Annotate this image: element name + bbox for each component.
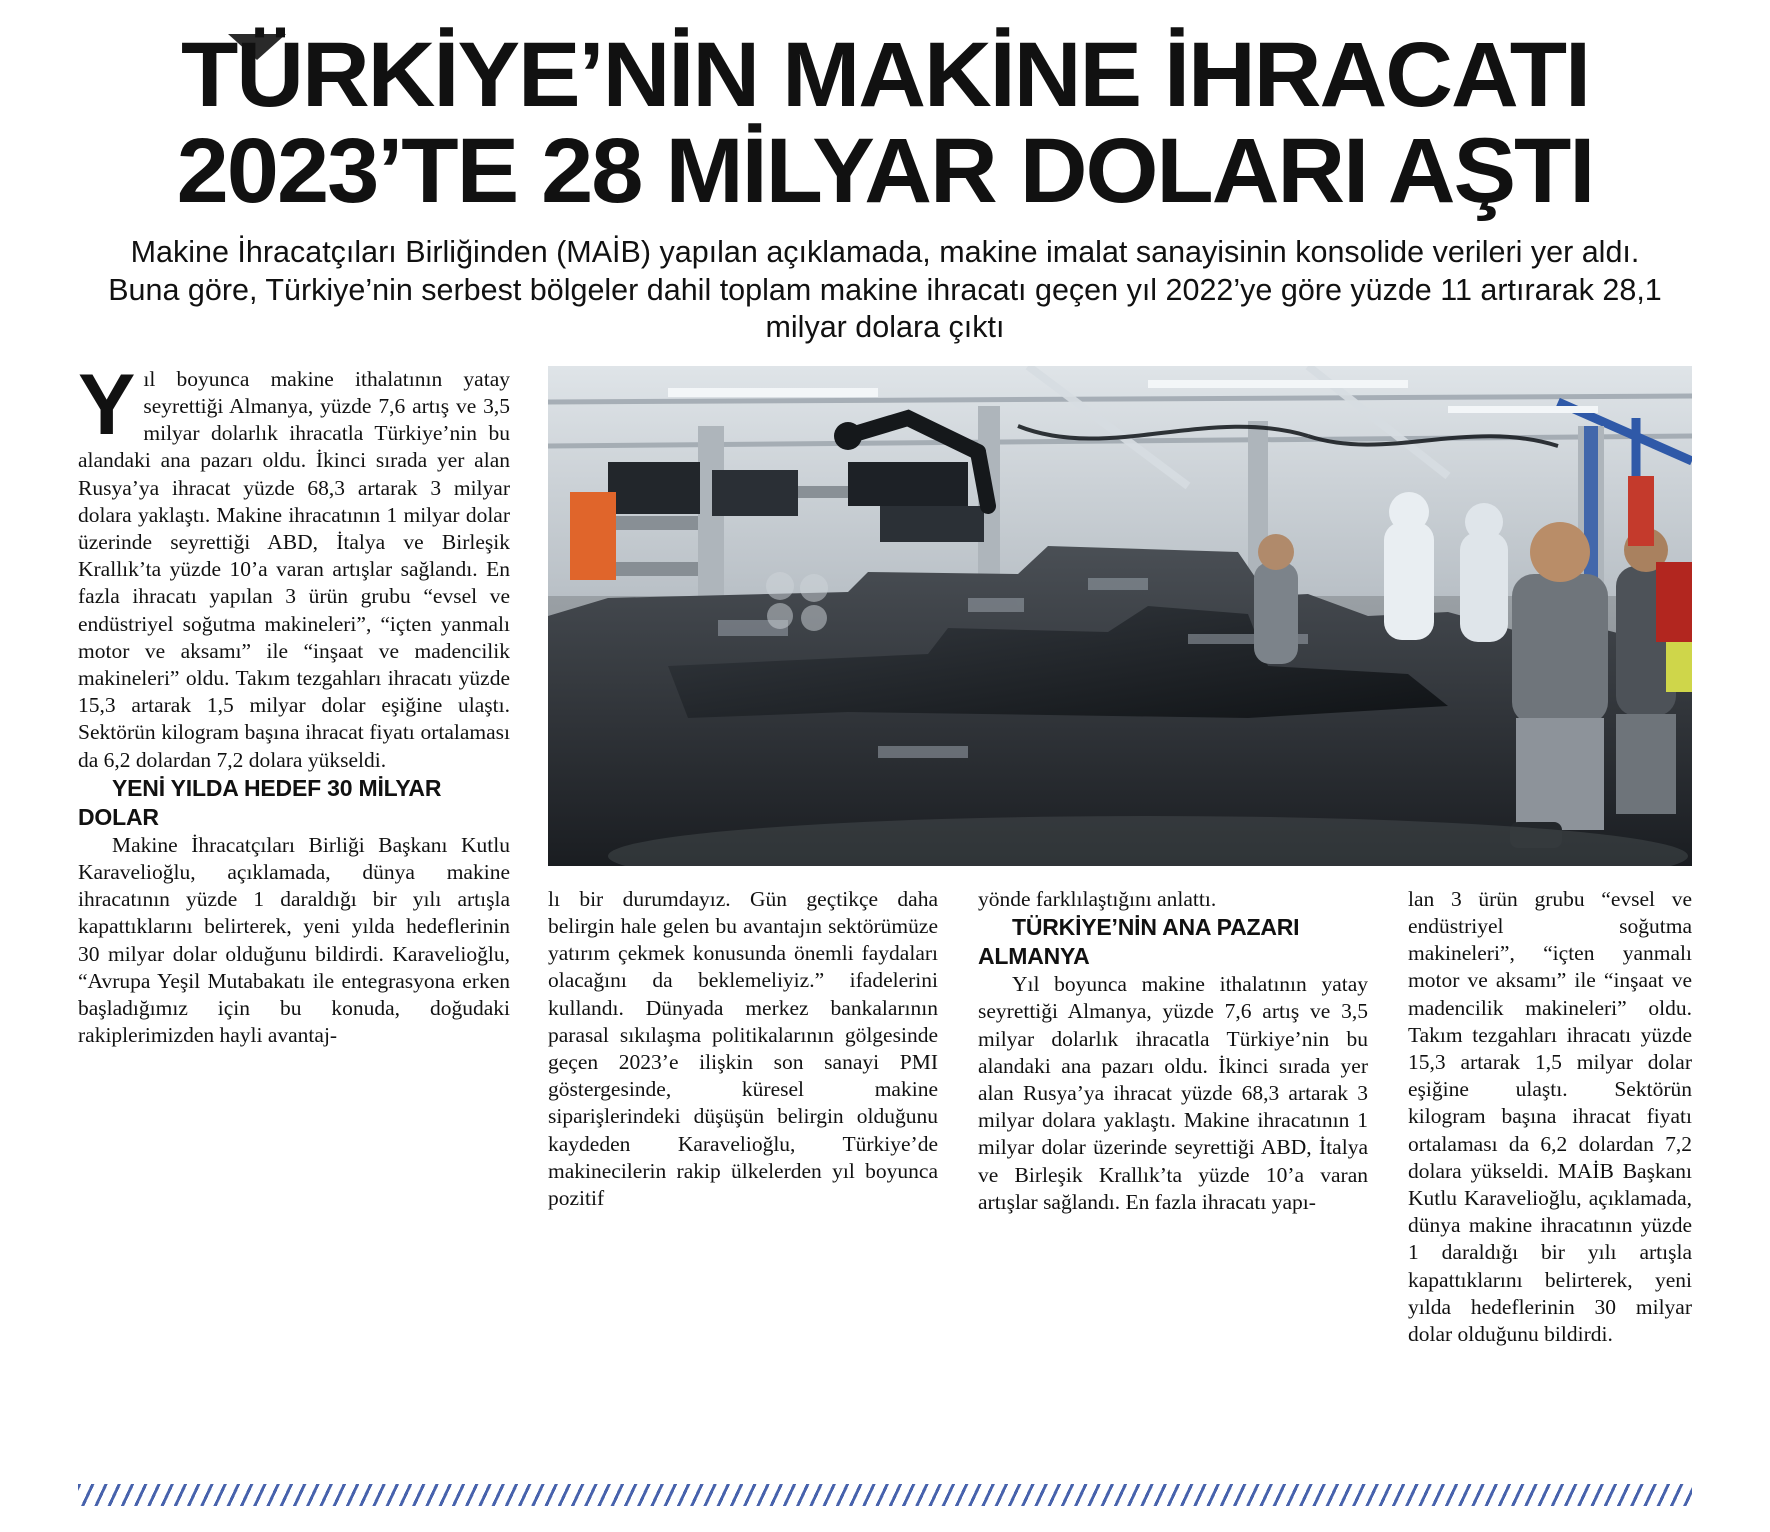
article-column-2 [548,886,938,1212]
column-3-paragraph-1: yönde farklılaştığını anlattı. [978,886,1217,911]
drop-cap: Y [78,356,136,453]
column-3-paragraph-2: Yıl boyunca makine ithalatının yatay seyrettiği Almanya, yüzde 7,6 artış ve 3,5 milyar dolarlık ihracatla Türkiye’nin bu alandaki ana pazarı oldu. İkinci sırada yer alan Rusya’ya ihracat yüzde 68,3 artarak 3 milyar dolara yaklaştı. Makine ihracatının 1 milyar dolar üzerinde seyrettiği ABD, İtalya ve Birleşik Krallık’ta yüzde 10’a varan artışlar sağlandı. En fazla ihracatı yapı- [978,972,1368,1214]
article-body [78,356,1692,1366]
column-1-paragraph-1: Yıl boyunca makine ithalatının yatay seyrettiği Almanya, yüzde 7,6 artış ve 3,5 milyar dolarlık ihracatla Türkiye’nin bu alandaki ana pazarı oldu. İkinci sırada yer alan Rusya’ya ihracat yüzde 68,3 artarak 3 milyar dolara yaklaştı. Makine ihracatının 1 milyar dolar üzerinde seyrettiği ABD, İtalya ve Birleşik Krallık’ta yüzde 10’a varan artışlar sağlandı. En fazla ihracatı yapılan 3 ürün grubu “evsel ve endüstriyel soğutma makineleri”, “içten yanmalı motor ve aksamı” ile “inşaat ve madencilik makineleri” oldu. Takım tezgahları ihracatı yüzde 15,3 artarak 1,5 milyar dolar eşiğine ulaştı. Sektörün kilogram başına ihracat fiyatı ortalaması da 6,2 dolardan 7,2 dolara yükseldi. [78,356,510,772]
subheading-ana-pazar-almanya: TÜRKİYE’NİN ANA PAZARI ALMANYA [978,914,1300,970]
subheading-yeni-yilda-hedef: YENİ YILDA HEDEF 30 MİLYAR DOLAR [78,774,442,830]
article-column-3 [978,886,1368,1216]
article-deck: Makine İhracatçıları Birliğinden (MAİB) yapılan açıklamada, makine imalat sanayisinin konsolide verileri yer aldı. Buna göre, Türkiye’nin serbest bölgeler dahil toplam makine ihracatı geçen yıl 2022’ye göre yüzde 11 artırarak 28,1 milyar dolara çıktı [108,235,1662,344]
article-column-4 [1408,886,1692,1348]
factory-assembly-line-photo [548,366,1692,866]
article-column-1 [78,356,510,1050]
column-1-paragraph-2: Makine İhracatçıları Birliği Başkanı Kutlu Karavelioğlu, açıklamada, dünya makine ihracatının yüzde 1 daraldığı bir yılı artışla kapattıklarını belirterek, yeni yılda hedeflerinin 30 milyar dolar olduğunu bildirdi. Karavelioğlu, “Avrupa Yeşil Mutabakatı ile entegrasyona erken başladığımız için bu konuda, doğudaki rakiplerimizden hayli avantaj- [78,832,510,1048]
column-2-paragraph-1: lı bir durumdayız. Gün geçtikçe daha belirgin hale gelen bu avantajın sektörümüze yatırım çekmek konusunda önemli faydaları olacağını da beklemeliyiz.” ifadelerini kullandı. Dünyada merkez bankalarının parasal sıkılaşma politikalarının gölgesinde geçen 2023’e ilişkin son sanayi PMI göstergesinde, küresel makine siparişlerindeki düşüşün belirgin olduğunu kaydeden Karavelioğlu, Türkiye’de makinecilerin rakip ülkelerden yıl boyunca pozitif [548,886,938,1210]
page-title [62,24,1708,223]
headline-line-1: TÜRKİYE’NİN MAKİNE İHRACATI [180,24,1590,126]
column-4-paragraph-1: lan 3 ürün grubu “evsel ve endüstriyel soğutma makineleri”, “içten yanmalı motor ve aksamı” ile “inşaat ve madencilik makineleri” oldu. Takım tezgahları ihracatı yüzde 15,3 artarak 1,5 milyar dolar eşiğine ulaştı. Sektörün kilogram başına ihracat fiyatı ortalaması da 6,2 dolardan 7,2 dolara yükseldi. MAİB Başkanı Kutlu Karavelioğlu, açıklamada, dünya makine ihracatının yüzde 1 daraldığı bir yılı artışla kapattıklarını belirterek, yeni yılda hedeflerinin 30 milyar dolar olduğunu bildirdi. [1408,886,1692,1346]
bottom-hatch-rule [78,1484,1692,1506]
headline-line-2: 2023’TE 28 MİLYAR DOLARI AŞTI [176,120,1594,223]
newspaper-page [0,24,1770,1532]
